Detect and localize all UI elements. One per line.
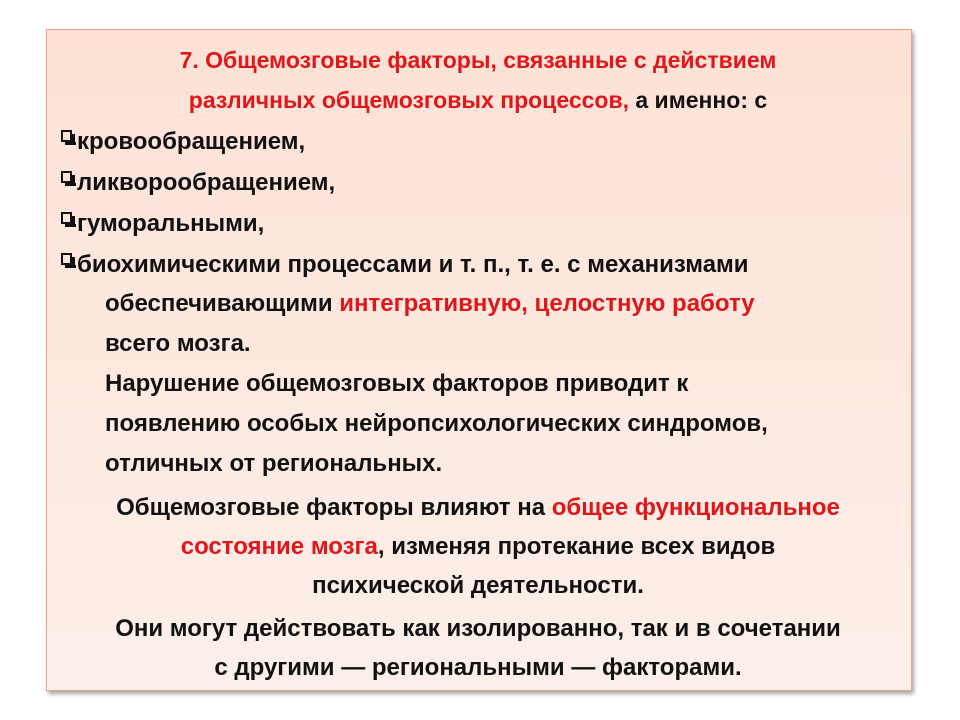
bullet-text: ликворообращением,	[77, 169, 336, 196]
continuation-end: всего мозга.	[105, 330, 251, 357]
checkbox-bullet-icon	[61, 171, 72, 183]
paragraph-combination	[59, 609, 897, 687]
bullet-item-4	[59, 245, 897, 484]
slide-title	[59, 40, 897, 120]
content-panel	[46, 29, 912, 691]
para1-red-2: состояние мозга	[180, 533, 378, 560]
continuation-red: интегративную, целостную работу	[339, 290, 755, 317]
checkbox-bullet-icon	[61, 130, 72, 142]
para1-red-1: общее функциональное	[551, 494, 840, 521]
title-red-part-2: различных общемозговых процессов,	[188, 87, 629, 113]
bullet-continuation	[77, 284, 897, 484]
para1-black-2: , изменяя протекание всех видов	[377, 533, 776, 560]
para2-line-1: Они могут действовать как изолированно, так и в сочетании	[115, 615, 841, 642]
bullet-text: гуморальными,	[77, 210, 265, 237]
bullet-item-1	[59, 122, 897, 161]
extra-line-1: Нарушение общемозговых факторов приводит к	[105, 370, 689, 397]
checkbox-bullet-icon	[61, 212, 72, 224]
bullet-text: биохимическими процессами и т. п., т. е. с механизмами	[77, 251, 749, 278]
extra-line-3: отличных от региональных.	[105, 450, 443, 477]
bullet-item-2	[59, 163, 897, 202]
title-black-part: а именно: с	[635, 87, 768, 113]
title-number: 7.	[179, 47, 199, 73]
para1-black-3: психической деятельности.	[312, 572, 644, 599]
extra-line-2: появлению особых нейропсихологических синдромов,	[105, 410, 768, 437]
paragraph-general-factors	[59, 488, 897, 605]
title-red-part-1: Общемозговые факторы, связанные с действием	[205, 47, 777, 73]
para2-line-2: с другими — региональными — факторами.	[214, 654, 742, 681]
para1-black: Общемозговые факторы влияют на	[116, 494, 546, 521]
continuation-black: обеспечивающими	[105, 290, 333, 317]
bullet-item-3	[59, 204, 897, 243]
bullet-text: кровообращением,	[77, 128, 306, 155]
checkbox-bullet-icon	[61, 253, 72, 265]
